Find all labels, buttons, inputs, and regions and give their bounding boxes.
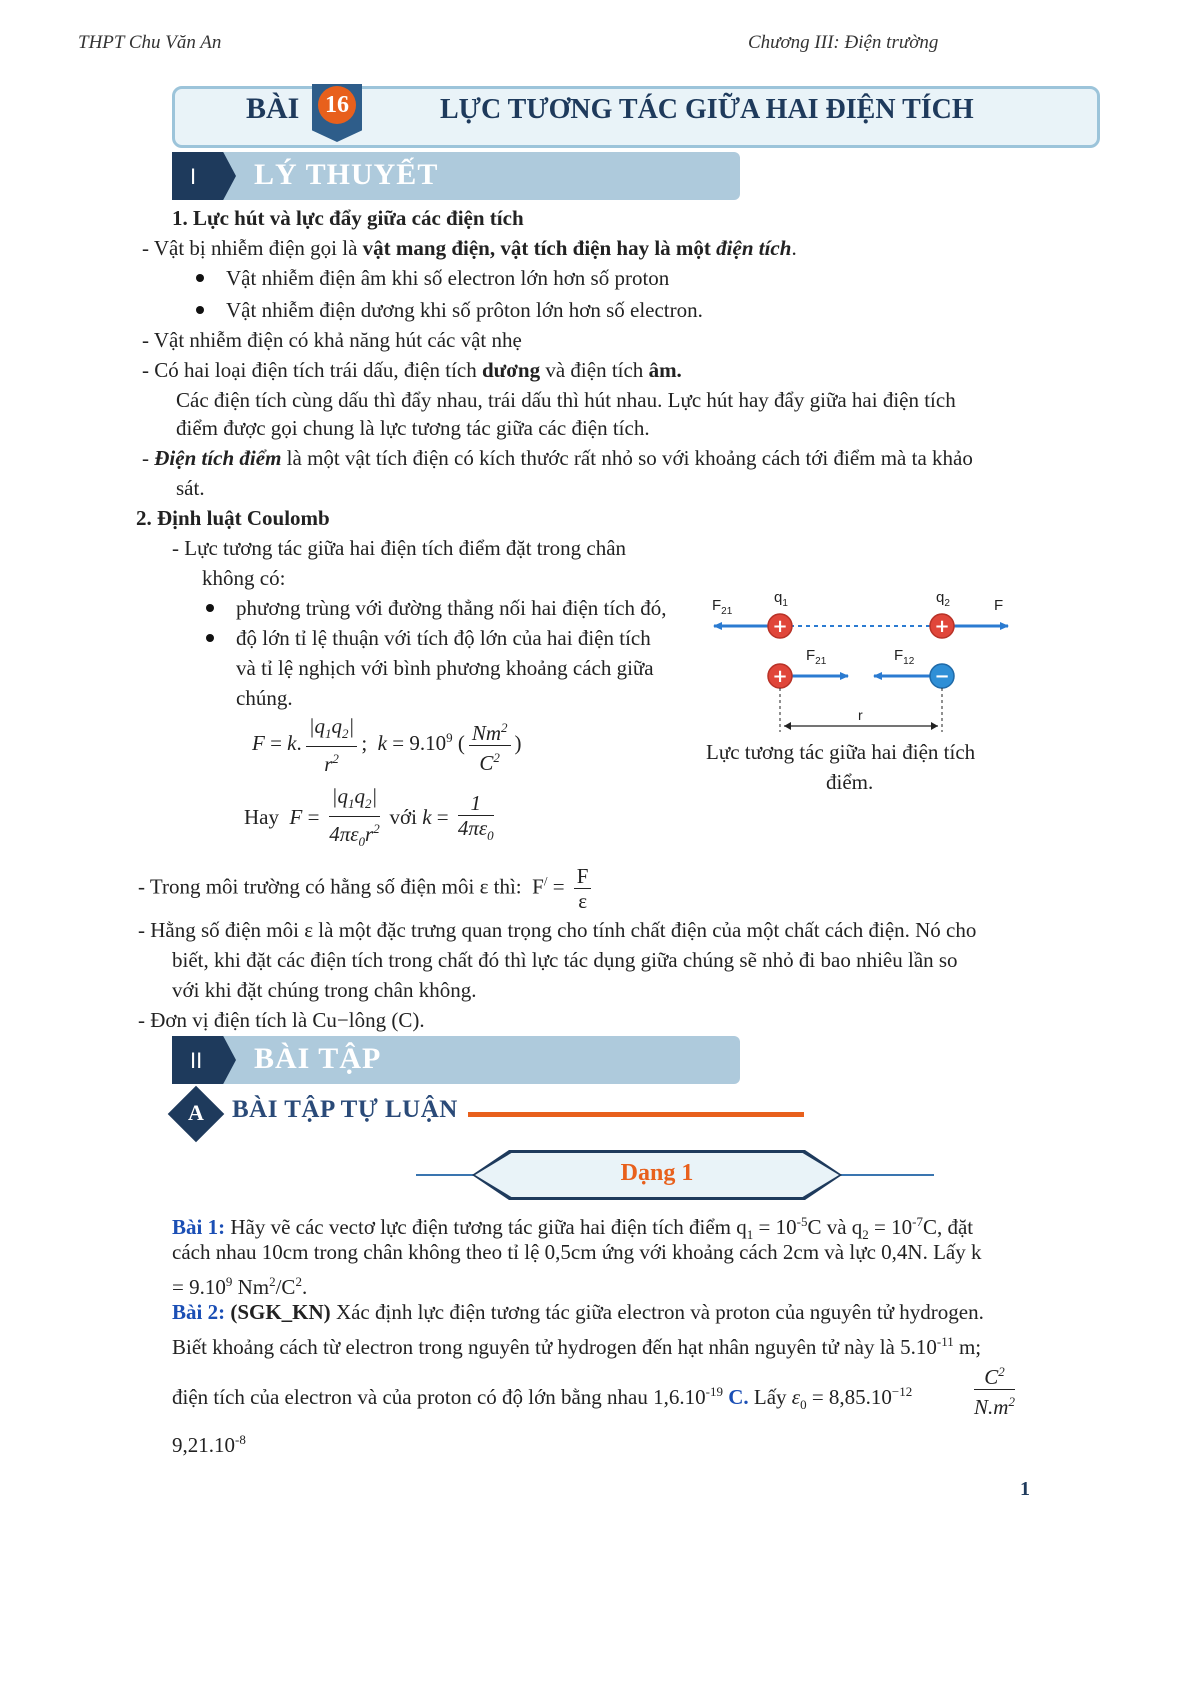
page-number: 1 (1020, 1478, 1030, 1500)
section-number-tag (172, 152, 236, 200)
subsection-title: BÀI TẬP TỰ LUẬN (232, 1096, 458, 1123)
exercise-2-line-3: điện tích của electron và của proton có độ lớn bằng nhau $1,6.10^{-19}$ C. Lấy $\varepsilon_0 = 8,85.10^{-12}$ (172, 1384, 913, 1413)
coulomb-formula-alt: Hay F = $\frac{|q_1q_2|}{4\pi\varepsilon_0r^2}$ với k = $\frac{1}{4\pi\varepsilon_0}$ (244, 784, 494, 850)
label-f-right: F (994, 597, 1004, 614)
label-f21-left: $F_{21}$ (712, 597, 733, 617)
label-q2: $q_2$ (936, 589, 950, 609)
section-title-theory: LÝ THUYẾT (254, 158, 439, 191)
lesson-number: 16 (318, 86, 356, 124)
section-number: I (190, 164, 197, 189)
label-f21: $F_{21}$ (806, 647, 827, 667)
plus-sign: + (934, 616, 950, 637)
dielectric-desc-1: - Hằng số điện môi ε là một đặc trưng quan trọng cho tính chất điện của một chất cách điện. Nó cho (138, 918, 977, 942)
bullet-item: độ lớn tỉ lệ thuận với tích độ lớn của hai điện tích (206, 622, 651, 654)
bullet-dot (196, 274, 204, 282)
dielectric-desc-2: biết, khi đặt các điện tích trong chất đó thì lực tác dụng giữa chúng sẽ nhỏ đi bao nhiêu lần so (172, 948, 958, 972)
plus-sign: + (772, 666, 788, 687)
figure-caption-2: điểm. (826, 770, 874, 794)
dang-label: Dạng 1 (620, 1160, 694, 1186)
bullet-dot (196, 306, 204, 314)
header-school: THPT Chu Văn An (78, 32, 222, 53)
label-q1: $q_1$ (774, 589, 788, 609)
theory-line-1: - Vật bị nhiễm điện gọi là vật mang điện, vật tích điện hay là một điện tích. (142, 236, 797, 260)
header-chapter: Chương III: Điện trường (748, 32, 939, 53)
coulomb-line-4: chúng. (236, 686, 293, 710)
exercise-2-answer: $9,21.10^{-8}$ (172, 1432, 246, 1457)
exercise-1-line-2: cách nhau 10cm trong chân không theo tỉ lệ 0,5cm ứng với khoảng cách 2cm và lực 0,4N. Lấy k (172, 1240, 982, 1264)
exercise-2-line-2: Biết khoảng cách từ electron trong nguyên tử hydrogen đến hạt nhân nguyên tử này là $5.10^{-11}$ m; (172, 1334, 982, 1359)
theory-line-7: sát. (176, 476, 205, 500)
figure-caption-1: Lực tương tác giữa hai điện tích (706, 740, 976, 764)
coulomb-line-3: và tỉ lệ nghịch với bình phương khoảng cách giữa (236, 656, 654, 680)
theory-line-5: điểm được gọi chung là lực tương tác giữa các điện tích. (176, 416, 650, 440)
bullet-dot (206, 604, 214, 612)
exercise-1-line-1: Bài 1: Hãy vẽ các vectơ lực điện tương tác giữa hai điện tích điểm $q_1 = 10^{-5}C$ và $q_2 = 10^{-7}C$, đặt (172, 1214, 974, 1243)
subsection-rule (468, 1112, 804, 1117)
section-number: II (190, 1048, 203, 1073)
coulomb-line-2: không có: (202, 566, 286, 590)
minus-sign: − (934, 666, 950, 687)
lesson-label: BÀI (246, 92, 300, 125)
theory-heading-2: 2. Định luật Coulomb (136, 506, 330, 530)
subsection-letter: A (188, 1100, 204, 1125)
dang-rule-right (830, 1174, 934, 1176)
label-r: r (858, 707, 863, 723)
coulomb-force-diagram (700, 582, 1020, 742)
theory-line-3: - Có hai loại điện tích trái dấu, điện tích dương và điện tích âm. (142, 358, 682, 382)
bullet-dot (206, 634, 214, 642)
coulomb-line-1: - Lực tương tác giữa hai điện tích điểm đặt trong chân (172, 536, 627, 560)
section-title-exercises: BÀI TẬP (254, 1042, 382, 1075)
lesson-title: LỰC TƯƠNG TÁC GIỮA HAI ĐIỆN TÍCH (440, 94, 974, 125)
dielectric-line: - Trong môi trường có hằng số điện môi ε thì: F/ = $\frac{F}{\varepsilon}$ (138, 864, 595, 913)
theory-heading-1: 1. Lực hút và lực đẩy giữa các điện tích (172, 206, 524, 230)
dielectric-desc-3: với khi đặt chúng trong chân không. (172, 978, 477, 1002)
plus-sign: + (772, 616, 788, 637)
theory-line-6: - Điện tích điểm là một vật tích điện có kích thước rất nhỏ so với khoảng cách tới điểm mà ta khảo (142, 446, 973, 470)
exercise-2-line-1: Bài 2: (SGK_KN) Xác định lực điện tương tác giữa electron và proton của nguyên tử hydrogen. (172, 1300, 984, 1324)
bullet-item: phương trùng với đường thẳng nối hai điện tích đó, (206, 592, 667, 624)
section-number-tag (172, 1036, 236, 1084)
bullet-item: Vật nhiễm điện âm khi số electron lớn hơn số proton (196, 262, 669, 294)
theory-line-4: Các điện tích cùng dấu thì đẩy nhau, trái dấu thì hút nhau. Lực hút hay đẩy giữa hai điện tích (176, 388, 956, 412)
charge-unit-line: - Đơn vị điện tích là Cu−lông (C). (138, 1008, 425, 1032)
exercise-1-line-3: = $9.10^9$ $Nm^2/C^2$. (172, 1274, 308, 1299)
bullet-item: Vật nhiễm điện dương khi số prôton lớn hơn số electron. (196, 294, 703, 326)
coulomb-formula: F = k. $\frac{|q_1q_2|}{r^2}$ ; $k = 9.10^9$ ( $\frac{Nm^2}{C^2}$ ) (252, 714, 522, 777)
dang-rule-left (416, 1174, 480, 1176)
label-f12: $F_{12}$ (894, 647, 915, 667)
epsilon-unit-fraction: $\frac{C^2}{N.m^2}$ (970, 1360, 1019, 1419)
theory-line-2: - Vật nhiễm điện có khả năng hút các vật nhẹ (142, 328, 522, 352)
